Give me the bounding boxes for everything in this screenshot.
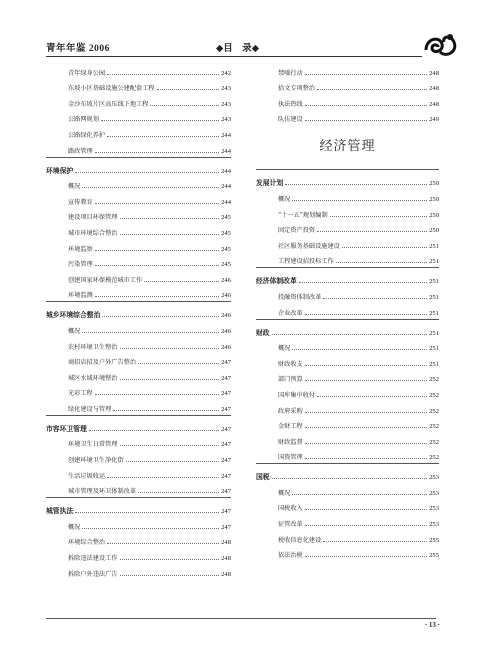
toc-page-number: 250 xyxy=(429,211,439,219)
dot-leader xyxy=(292,200,427,201)
toc-entry-label: 禁噪行动 xyxy=(278,69,303,77)
dot-leader xyxy=(305,380,427,381)
toc-entry-label: 城区水域环境整治 xyxy=(68,374,118,382)
toc-page-number: 247 xyxy=(221,457,231,465)
dot-leader xyxy=(317,231,427,232)
toc-entry-label: 发展计划 xyxy=(256,180,284,188)
toc-entry-label: 国税 xyxy=(256,474,270,482)
toc-entry-label: 概况 xyxy=(68,523,81,531)
toc-page-number: 247 xyxy=(221,374,231,382)
toc-entry-row[interactable] xyxy=(256,481,439,497)
dot-leader xyxy=(120,559,220,560)
toc-entry-label: 概况 xyxy=(278,489,291,497)
toc-page-number: 251 xyxy=(429,278,439,286)
toc-entry-label: 概况 xyxy=(278,195,291,203)
toc-page-number: 246 xyxy=(221,292,231,300)
toc-entry-row[interactable] xyxy=(46,515,231,531)
toc-page-number: 251 xyxy=(429,345,439,353)
dot-leader xyxy=(144,281,219,282)
toc-entry-row[interactable] xyxy=(46,123,231,139)
toc-page-number: 253 xyxy=(429,489,439,497)
dot-leader xyxy=(305,525,427,526)
toc-entry-row[interactable] xyxy=(256,77,439,93)
toc-entry-row[interactable] xyxy=(46,206,231,222)
dot-leader xyxy=(305,509,427,510)
toc-entry-label: 财政 xyxy=(256,329,270,337)
toc-entry-row[interactable] xyxy=(46,562,231,578)
toc-entry-row[interactable] xyxy=(46,190,231,206)
toc-left-column xyxy=(46,61,231,578)
toc-page-number: 247 xyxy=(221,441,231,449)
toc-entry-label: 金沙东坡片区高压线下地工程 xyxy=(68,100,149,108)
toc-entry-row[interactable] xyxy=(256,92,439,108)
toc-entry-label: 经济体制改革 xyxy=(256,278,297,286)
toc-entry-row[interactable] xyxy=(256,352,439,368)
toc-entry-label: 市容环卫管理 xyxy=(46,425,87,433)
toc-section-row[interactable] xyxy=(46,415,231,433)
toc-entry-label: 概况 xyxy=(68,183,81,191)
dot-leader xyxy=(107,74,219,75)
toc-entry-row[interactable] xyxy=(256,108,439,124)
toc-entry-label: 光彩工程 xyxy=(68,390,93,398)
swirl-logo-icon xyxy=(420,28,460,62)
toc-entry-row[interactable] xyxy=(256,415,439,431)
dot-leader xyxy=(305,105,427,106)
dot-leader xyxy=(120,379,220,380)
toc-page-number: 251 xyxy=(429,242,439,250)
toc-entry-row[interactable] xyxy=(256,203,439,219)
toc-page-number: 252 xyxy=(429,454,439,462)
toc-section-row[interactable] xyxy=(256,319,439,337)
toc-entry-row[interactable] xyxy=(46,335,231,351)
toc-entry-label: 财政监督 xyxy=(278,438,303,446)
toc-page-number: 250 xyxy=(429,180,439,188)
toc-page-number: 248 xyxy=(429,100,439,108)
dot-leader xyxy=(101,120,219,121)
dot-leader xyxy=(95,152,219,153)
toc-page-number: 247 xyxy=(221,472,231,480)
toc-entry-row[interactable] xyxy=(46,284,231,300)
toc-page-number: 252 xyxy=(429,391,439,399)
toc-entry-row[interactable] xyxy=(46,433,231,449)
dot-leader xyxy=(305,120,427,121)
dot-leader xyxy=(95,296,219,297)
toc-entry-label: 企业改革 xyxy=(278,309,303,317)
toc-entry-row[interactable] xyxy=(256,544,439,560)
toc-entry-row[interactable] xyxy=(46,464,231,480)
toc-title: ◆目 录◆ xyxy=(216,44,260,54)
toc-entry-label: 城市管理及环卫体制改革 xyxy=(68,488,137,496)
toc-page-number: 244 xyxy=(221,198,231,206)
dot-leader xyxy=(336,262,427,263)
toc-page-number: 249 xyxy=(429,116,439,124)
toc-page-number: 252 xyxy=(429,438,439,446)
toc-section-row[interactable] xyxy=(256,267,439,285)
page-number: · 13 · xyxy=(424,621,440,629)
toc-entry-label: 环境卫生日常管理 xyxy=(68,441,118,449)
toc-entry-label: 环境综合整治 xyxy=(68,539,106,547)
toc-page-number: 251 xyxy=(429,309,439,317)
toc-page-number: 253 xyxy=(429,521,439,529)
toc-page-number: 243 xyxy=(221,100,231,108)
dot-leader xyxy=(107,477,219,478)
toc-page-number: 248 xyxy=(221,539,231,547)
dot-leader xyxy=(272,478,428,479)
dot-leader xyxy=(95,394,219,395)
toc-entry-label: 农村环境卫生整治 xyxy=(68,343,118,351)
toc-entry-row[interactable] xyxy=(256,250,439,266)
toc-entry-label: 国资管理 xyxy=(278,454,303,462)
toc-entry-label: 拆除户外违法广告 xyxy=(68,570,118,578)
toc-page-number: 246 xyxy=(221,327,231,335)
toc-entry-row[interactable] xyxy=(256,446,439,462)
toc-entry-label: 城管执法 xyxy=(46,508,74,516)
toc-section-row[interactable] xyxy=(46,301,231,319)
toc-entry-label: 宣传教育 xyxy=(68,198,93,206)
toc-section-row[interactable] xyxy=(46,497,231,515)
toc-entry-row[interactable] xyxy=(46,139,231,155)
dot-leader xyxy=(75,172,219,173)
toc-entry-row[interactable] xyxy=(256,301,439,317)
toc-entry-label: 执法热线 xyxy=(278,100,303,108)
toc-entry-row[interactable] xyxy=(256,219,439,235)
toc-entry-row[interactable] xyxy=(256,368,439,384)
dot-leader xyxy=(126,461,219,462)
dot-leader xyxy=(323,298,427,299)
toc-entry-row[interactable] xyxy=(46,175,231,191)
toc-page-number: 244 xyxy=(221,131,231,139)
dot-leader xyxy=(120,218,220,219)
dot-leader xyxy=(113,410,219,411)
footer-rule xyxy=(46,618,436,619)
toc-page-number: 253 xyxy=(429,505,439,513)
toc-entry-row[interactable] xyxy=(46,366,231,382)
toc-entry-row[interactable] xyxy=(46,253,231,269)
toc-entry-row[interactable] xyxy=(46,61,231,77)
dot-leader xyxy=(292,494,427,495)
dot-leader xyxy=(138,492,219,493)
toc-entry-label: 固定资产投资 xyxy=(278,227,316,235)
toc-page-number: 251 xyxy=(429,293,439,301)
toc-page-number: 248 xyxy=(429,69,439,77)
toc-entry-label: 政府采购 xyxy=(278,407,303,415)
toc-entry-label: 青年绿身公园 xyxy=(68,69,106,77)
toc-entry-label: 部门预算 xyxy=(278,376,303,384)
dot-leader xyxy=(95,265,219,266)
dot-leader xyxy=(323,541,427,542)
toc-page-number: 245 xyxy=(221,245,231,253)
dot-leader xyxy=(157,89,219,90)
toc-entry-row[interactable] xyxy=(256,285,439,301)
dot-leader xyxy=(305,427,427,428)
dot-leader xyxy=(317,89,427,90)
toc-entry-label: 环境保护 xyxy=(46,167,74,175)
toc-entry-row[interactable] xyxy=(46,531,231,547)
toc-entry-row[interactable] xyxy=(46,268,231,284)
dot-leader xyxy=(107,543,219,544)
toc-entry-row[interactable] xyxy=(256,497,439,513)
toc-entry-row[interactable] xyxy=(256,383,439,399)
toc-page-number: 244 xyxy=(221,147,231,155)
toc-entry-row[interactable] xyxy=(256,61,439,77)
toc-entry-label: 创建国家环保模范城市工作 xyxy=(68,276,143,284)
toc-entry-label: 路政管理 xyxy=(68,147,93,155)
toc-entry-label: 公路网规划 xyxy=(68,116,99,124)
toc-entry-label: 公路绿化养护 xyxy=(68,131,106,139)
toc-page-number: 245 xyxy=(221,229,231,237)
dot-leader xyxy=(95,250,219,251)
toc-page-number: 243 xyxy=(221,116,231,124)
toc-entry-label: 社区服务基础设施建设 xyxy=(278,242,340,250)
toc-entry-row[interactable] xyxy=(256,187,439,203)
dot-leader xyxy=(305,443,427,444)
dot-leader xyxy=(120,348,220,349)
toc-entry-label: 征管改革 xyxy=(278,521,303,529)
toc-page-number: 250 xyxy=(429,227,439,235)
toc-entry-row[interactable] xyxy=(256,512,439,528)
dot-leader xyxy=(138,363,219,364)
toc-page-number: 247 xyxy=(221,425,231,433)
toc-page-number: 255 xyxy=(429,552,439,560)
dot-leader xyxy=(330,216,427,217)
toc-section-row[interactable] xyxy=(256,169,439,187)
dot-leader xyxy=(285,184,427,185)
dot-leader xyxy=(82,332,219,333)
toc-page-number: 245 xyxy=(221,261,231,269)
dot-leader xyxy=(305,314,427,315)
toc-page-number: 247 xyxy=(221,359,231,367)
toc-page-number: 252 xyxy=(429,423,439,431)
toc-entry-label: 建设项目环保管理 xyxy=(68,214,118,222)
dot-leader xyxy=(82,187,219,188)
toc-page-number: 244 xyxy=(221,167,231,175)
toc-entry-label: 东坡小区基础设施公建配套工程 xyxy=(68,85,155,93)
dot-leader xyxy=(120,575,220,576)
toc-entry-label: 概况 xyxy=(68,327,81,335)
toc-page-number: 251 xyxy=(429,258,439,266)
toc-entry-row[interactable] xyxy=(256,234,439,250)
toc-entry-label: 队伍建设 xyxy=(278,116,303,124)
toc-entry-row[interactable] xyxy=(46,546,231,562)
toc-entry-row[interactable] xyxy=(46,221,231,237)
toc-entry-label: 财政收支 xyxy=(278,360,303,368)
toc-page-number: 247 xyxy=(221,508,231,516)
dot-leader xyxy=(102,316,219,317)
toc-page-number: 251 xyxy=(429,360,439,368)
toc-page-number: 248 xyxy=(429,85,439,93)
toc-entry-label: 绿化建设与管理 xyxy=(68,405,112,413)
toc-page-number: 246 xyxy=(221,312,231,320)
dot-leader xyxy=(75,512,219,513)
toc-page-number: 245 xyxy=(221,214,231,222)
toc-entry-row[interactable] xyxy=(46,448,231,464)
toc-entry-row[interactable] xyxy=(46,319,231,335)
toc-page-number: 252 xyxy=(429,407,439,415)
toc-entry-label: 工程建设招投标工作 xyxy=(278,258,334,266)
toc-entry-row[interactable] xyxy=(256,528,439,544)
toc-page-number: 244 xyxy=(221,183,231,191)
toc-page-number: 246 xyxy=(221,343,231,351)
toc-entry-label: 城乡环境综合整治 xyxy=(46,312,101,320)
toc-entry-label: 拾文专项整治 xyxy=(278,85,316,93)
chapter-title: 经济管理 xyxy=(319,139,376,155)
toc-page-number: 242 xyxy=(221,69,231,77)
dot-leader xyxy=(299,282,427,283)
dot-leader xyxy=(107,136,219,137)
toc-page-number: 252 xyxy=(429,376,439,384)
dot-leader xyxy=(150,105,219,106)
dot-leader xyxy=(305,412,427,413)
toc-page-number: 248 xyxy=(221,555,231,563)
toc-entry-label: 依法治税 xyxy=(278,552,303,560)
dot-leader xyxy=(120,234,220,235)
toc-entry-row[interactable] xyxy=(256,399,439,415)
toc-page-number: 251 xyxy=(429,329,439,337)
toc-page-number: 243 xyxy=(221,85,231,93)
toc-entry-label: 投融资体制改革 xyxy=(278,293,322,301)
header-rule xyxy=(46,56,422,57)
dot-leader xyxy=(305,74,427,75)
toc-right-column xyxy=(256,61,439,559)
toc-entry-row[interactable] xyxy=(46,480,231,496)
toc-entry-label: 城市环境综合整治 xyxy=(68,229,118,237)
toc-page-number: 246 xyxy=(221,276,231,284)
dot-leader xyxy=(305,556,427,557)
toc-entry-row[interactable] xyxy=(46,92,231,108)
book-title: 青年年鉴 2006 xyxy=(46,44,110,54)
dot-leader xyxy=(120,445,220,446)
toc-entry-row[interactable] xyxy=(46,108,231,124)
dot-leader xyxy=(292,349,427,350)
toc-entry-label: 生活垃圾收运 xyxy=(68,472,106,480)
toc-section-row[interactable] xyxy=(46,157,231,175)
toc-entry-label: 商招店招及户外广告整治 xyxy=(68,359,137,367)
toc-entry-label: 国库集中收付 xyxy=(278,391,316,399)
toc-entry-label: 环境监测 xyxy=(68,292,93,300)
toc-entry-label: 创建环境卫生净化街 xyxy=(68,457,124,465)
page-header xyxy=(46,40,436,54)
toc-entry-label: 国税收入 xyxy=(278,505,303,513)
toc-section-row[interactable] xyxy=(256,463,439,481)
toc-entry-row[interactable] xyxy=(46,237,231,253)
dot-leader xyxy=(95,203,219,204)
toc-page-number: 247 xyxy=(221,405,231,413)
dot-leader xyxy=(272,334,428,335)
toc-page-number: 255 xyxy=(429,536,439,544)
toc-page-number: 247 xyxy=(221,523,231,531)
toc-entry-label: 拆除违法建设工作 xyxy=(68,555,118,563)
toc-entry-label: “十一五”规划编制 xyxy=(278,211,328,219)
toc-page-number: 250 xyxy=(429,195,439,203)
dot-leader xyxy=(89,430,219,431)
toc-entry-row[interactable] xyxy=(46,77,231,93)
dot-leader xyxy=(342,247,427,248)
toc-entry-row[interactable] xyxy=(46,382,231,398)
toc-page-number: 247 xyxy=(221,488,231,496)
toc-entry-label: 金财工程 xyxy=(278,423,303,431)
toc-entry-label: 概况 xyxy=(278,345,291,353)
dot-leader xyxy=(317,396,427,397)
toc-entry-label: 税收信息化建设 xyxy=(278,536,322,544)
toc-entry-label: 环境监察 xyxy=(68,245,93,253)
dot-leader xyxy=(305,458,427,459)
toc-entry-label: 污染管理 xyxy=(68,261,93,269)
dot-leader xyxy=(305,365,427,366)
toc-page-number: 248 xyxy=(221,570,231,578)
toc-entry-row[interactable] xyxy=(46,351,231,367)
toc-page-number: 253 xyxy=(429,474,439,482)
toc-entry-row[interactable] xyxy=(46,397,231,413)
toc-entry-row[interactable] xyxy=(256,337,439,353)
dot-leader xyxy=(82,528,219,529)
toc-entry-row[interactable] xyxy=(256,430,439,446)
toc-page-number: 247 xyxy=(221,390,231,398)
